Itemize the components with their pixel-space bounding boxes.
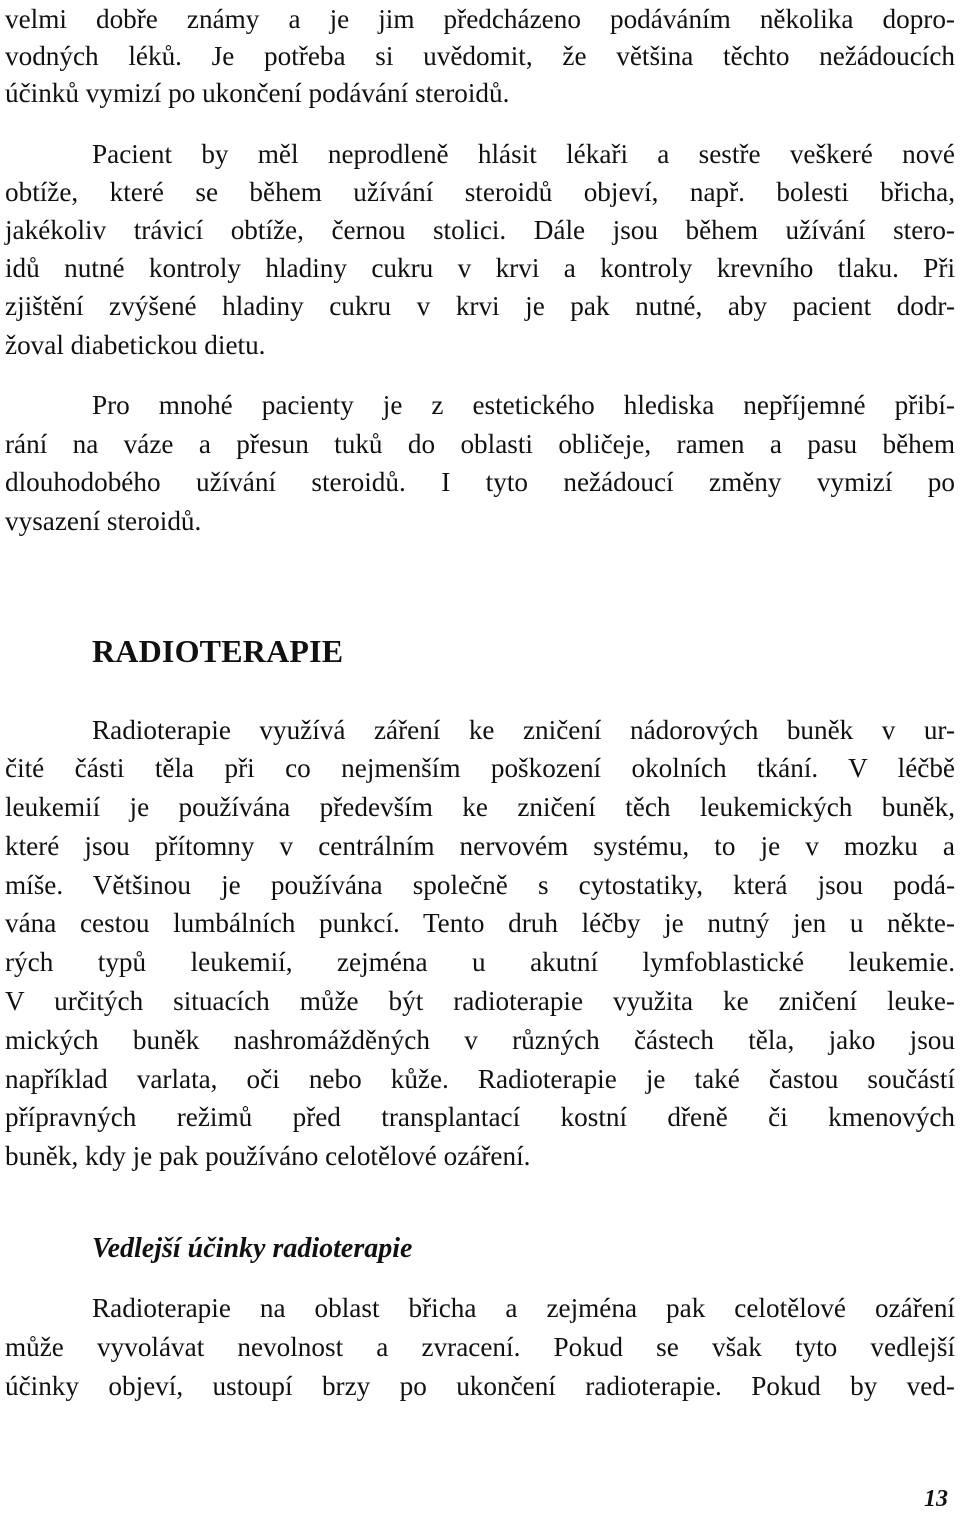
text-line: míše. Většinou je používána společně s cytostatiky, která jsou podá- (5, 870, 955, 900)
text-line: například varlata, oči nebo kůže. Radioterapie je také častou součástí (5, 1064, 955, 1094)
document-page (5, 0, 955, 1516)
text-line: rých typů leukemií, zejména u akutní lymfoblastické leukemie. (5, 947, 955, 977)
text-line: mických buněk nashromážděných v různých částech těla, jako jsou (5, 1025, 955, 1055)
text-line: velmi dobře známy a je jim předcházeno podáváním několika dopro- (5, 4, 955, 34)
text-line: účinky objeví, ustoupí brzy po ukončení radioterapie. Pokud by ved- (5, 1371, 955, 1401)
page-number: 13 (924, 1486, 948, 1512)
text-line: rání na váze a přesun tuků do oblasti obličeje, ramen a pasu během (5, 429, 955, 459)
text-line: čité části těla při co nejmenším poškození okolních tkání. V léčbě (5, 753, 955, 783)
text-line: dlouhodobého užívání steroidů. I tyto nežádoucí změny vymizí po (5, 467, 955, 497)
text-line: leukemií je používána především ke zničení těch leukemických buněk, (5, 792, 955, 822)
section-heading: RADIOTERAPIE (92, 633, 344, 669)
text-line: vána cestou lumbálních punkcí. Tento druh léčby je nutný jen u někte- (5, 908, 955, 938)
text-line: Pacient by měl neprodleně hlásit lékaři a sestře veškeré nové (92, 139, 955, 169)
text-line: účinků vymizí po ukončení podávání steroidů. (5, 78, 510, 108)
text-line: vodných léků. Je potřeba si uvědomit, že většina těchto nežádoucích (5, 41, 955, 71)
text-line: obtíže, které se během užívání steroidů objeví, např. bolesti břicha, (5, 177, 955, 207)
text-line: může vyvolávat nevolnost a zvracení. Pokud se však tyto vedlejší (5, 1332, 955, 1362)
subsection-heading: Vedlejší účinky radioterapie (92, 1233, 413, 1264)
text-line: buněk, kdy je pak používáno celotělové ozáření. (5, 1141, 531, 1171)
text-line: žoval diabetickou dietu. (5, 330, 266, 360)
text-line: zjištění zvýšené hladiny cukru v krvi je pak nutné, aby pacient dodr- (5, 291, 955, 321)
text-line: které jsou přítomny v centrálním nervovém systému, to je v mozku a (5, 831, 955, 861)
text-line: přípravných režimů před transplantací kostní dřeně či kmenových (5, 1102, 955, 1132)
text-line: Radioterapie využívá záření ke zničení nádorových buněk v ur- (92, 715, 955, 745)
text-line: jakékoliv trávicí obtíže, černou stolici. Dále jsou během užívání stero- (5, 215, 955, 245)
text-line: Pro mnohé pacienty je z estetického hlediska nepříjemné přibí- (92, 390, 955, 420)
text-line: V určitých situacích může být radioterapie využita ke zničení leuke- (5, 986, 955, 1016)
text-line: vysazení steroidů. (5, 506, 202, 536)
text-line: Radioterapie na oblast břicha a zejména pak celotělové ozáření (92, 1293, 955, 1323)
text-line: idů nutné kontroly hladiny cukru v krvi a kontroly krevního tlaku. Při (5, 253, 955, 283)
